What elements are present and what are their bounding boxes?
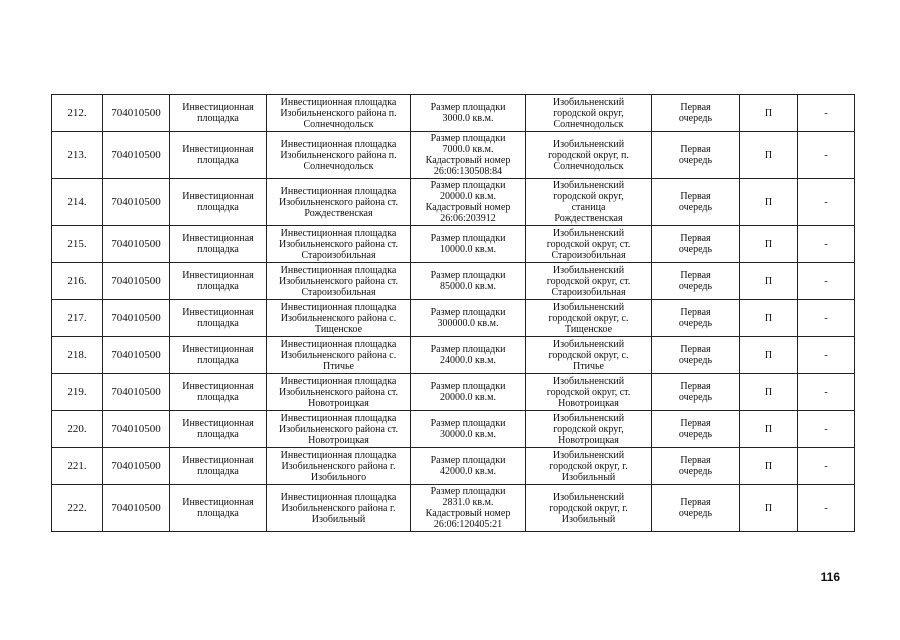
- row-number-cell: 216.: [52, 263, 103, 300]
- object-status-cell: П: [740, 374, 798, 411]
- object-name-cell: Инвестиционная площадка Изобильненского района ст. Новотроицкая: [267, 411, 411, 448]
- implementation-stage-cell: Первая очередь: [652, 179, 740, 226]
- oktmo-code-cell: 704010500: [103, 95, 170, 132]
- implementation-stage-cell: Первая очередь: [652, 485, 740, 532]
- object-parameters-cell: Размер площадки 300000.0 кв.м.: [411, 300, 526, 337]
- object-type-cell: Инвестиционная площадка: [170, 485, 267, 532]
- object-location-cell: Изобильненский городской округ, с. Тищенское: [526, 300, 652, 337]
- object-status-cell: П: [740, 263, 798, 300]
- object-type-cell: Инвестиционная площадка: [170, 132, 267, 179]
- object-status-cell: П: [740, 485, 798, 532]
- object-parameters-cell: Размер площадки 2831.0 кв.м. Кадастровый номер 26:06:120405:21: [411, 485, 526, 532]
- object-name-cell: Инвестиционная площадка Изобильненского района г. Изобильный: [267, 485, 411, 532]
- object-name-cell: Инвестиционная площадка Изобильненского района ст. Новотроицкая: [267, 374, 411, 411]
- table-row: [52, 485, 855, 532]
- investment-sites-table: [51, 94, 855, 532]
- page-number: 116: [820, 570, 840, 584]
- object-status-cell: П: [740, 411, 798, 448]
- note-cell: -: [798, 179, 855, 226]
- object-location-cell: Изобильненский городской округ, Новотроицкая: [526, 411, 652, 448]
- object-name-cell: Инвестиционная площадка Изобильненского района с. Тищенское: [267, 300, 411, 337]
- object-location-cell: Изобильненский городской округ, п. Солнечнодольск: [526, 132, 652, 179]
- object-location-cell: Изобильненский городской округ, г. Изобильный: [526, 448, 652, 485]
- table-row: [52, 448, 855, 485]
- object-name-cell: Инвестиционная площадка Изобильненского района г. Изобильного: [267, 448, 411, 485]
- implementation-stage-cell: Первая очередь: [652, 95, 740, 132]
- note-cell: -: [798, 448, 855, 485]
- oktmo-code-cell: 704010500: [103, 226, 170, 263]
- object-type-cell: Инвестиционная площадка: [170, 448, 267, 485]
- oktmo-code-cell: 704010500: [103, 179, 170, 226]
- implementation-stage-cell: Первая очередь: [652, 226, 740, 263]
- object-parameters-cell: Размер площадки 20000.0 кв.м. Кадастровый номер 26:06:203912: [411, 179, 526, 226]
- object-name-cell: Инвестиционная площадка Изобильненского района с. Птичье: [267, 337, 411, 374]
- row-number-cell: 222.: [52, 485, 103, 532]
- implementation-stage-cell: Первая очередь: [652, 337, 740, 374]
- object-location-cell: Изобильненский городской округ, Солнечнодольск: [526, 95, 652, 132]
- row-number-cell: 221.: [52, 448, 103, 485]
- note-cell: -: [798, 485, 855, 532]
- oktmo-code-cell: 704010500: [103, 411, 170, 448]
- object-parameters-cell: Размер площадки 24000.0 кв.м.: [411, 337, 526, 374]
- row-number-cell: 214.: [52, 179, 103, 226]
- table-row: [52, 263, 855, 300]
- table-row: [52, 411, 855, 448]
- note-cell: -: [798, 411, 855, 448]
- object-type-cell: Инвестиционная площадка: [170, 179, 267, 226]
- implementation-stage-cell: Первая очередь: [652, 132, 740, 179]
- object-name-cell: Инвестиционная площадка Изобильненского района п. Солнечнодольск: [267, 132, 411, 179]
- row-number-cell: 212.: [52, 95, 103, 132]
- note-cell: -: [798, 263, 855, 300]
- object-location-cell: Изобильненский городской округ, г. Изобильный: [526, 485, 652, 532]
- object-type-cell: Инвестиционная площадка: [170, 411, 267, 448]
- object-parameters-cell: Размер площадки 10000.0 кв.м.: [411, 226, 526, 263]
- object-parameters-cell: Размер площадки 30000.0 кв.м.: [411, 411, 526, 448]
- implementation-stage-cell: Первая очередь: [652, 263, 740, 300]
- object-type-cell: Инвестиционная площадка: [170, 374, 267, 411]
- row-number-cell: 213.: [52, 132, 103, 179]
- table-row: [52, 179, 855, 226]
- object-status-cell: П: [740, 132, 798, 179]
- object-location-cell: Изобильненский городской округ, с. Птичье: [526, 337, 652, 374]
- oktmo-code-cell: 704010500: [103, 132, 170, 179]
- note-cell: -: [798, 132, 855, 179]
- object-parameters-cell: Размер площадки 3000.0 кв.м.: [411, 95, 526, 132]
- object-status-cell: П: [740, 95, 798, 132]
- object-type-cell: Инвестиционная площадка: [170, 263, 267, 300]
- table-row: [52, 132, 855, 179]
- object-type-cell: Инвестиционная площадка: [170, 95, 267, 132]
- implementation-stage-cell: Первая очередь: [652, 300, 740, 337]
- oktmo-code-cell: 704010500: [103, 263, 170, 300]
- oktmo-code-cell: 704010500: [103, 448, 170, 485]
- object-type-cell: Инвестиционная площадка: [170, 337, 267, 374]
- row-number-cell: 215.: [52, 226, 103, 263]
- table-row: [52, 95, 855, 132]
- object-name-cell: Инвестиционная площадка Изобильненского района ст. Староизобильная: [267, 226, 411, 263]
- row-number-cell: 220.: [52, 411, 103, 448]
- object-location-cell: Изобильненский городской округ, станица Рождественская: [526, 179, 652, 226]
- object-name-cell: Инвестиционная площадка Изобильненского района ст. Староизобильная: [267, 263, 411, 300]
- table-row: [52, 300, 855, 337]
- object-status-cell: П: [740, 226, 798, 263]
- object-status-cell: П: [740, 300, 798, 337]
- object-status-cell: П: [740, 179, 798, 226]
- oktmo-code-cell: 704010500: [103, 337, 170, 374]
- object-parameters-cell: Размер площадки 42000.0 кв.м.: [411, 448, 526, 485]
- object-location-cell: Изобильненский городской округ, ст. Староизобильная: [526, 263, 652, 300]
- object-parameters-cell: Размер площадки 85000.0 кв.м.: [411, 263, 526, 300]
- object-parameters-cell: Размер площадки 20000.0 кв.м.: [411, 374, 526, 411]
- object-name-cell: Инвестиционная площадка Изобильненского района п. Солнечнодольск: [267, 95, 411, 132]
- table-body: [52, 95, 855, 532]
- table-row: [52, 226, 855, 263]
- note-cell: -: [798, 95, 855, 132]
- oktmo-code-cell: 704010500: [103, 374, 170, 411]
- implementation-stage-cell: Первая очередь: [652, 374, 740, 411]
- note-cell: -: [798, 300, 855, 337]
- object-parameters-cell: Размер площадки 7000.0 кв.м. Кадастровый номер 26:06:130508:84: [411, 132, 526, 179]
- oktmo-code-cell: 704010500: [103, 485, 170, 532]
- object-location-cell: Изобильненский городской округ, ст. Староизобильная: [526, 226, 652, 263]
- row-number-cell: 217.: [52, 300, 103, 337]
- row-number-cell: 219.: [52, 374, 103, 411]
- object-type-cell: Инвестиционная площадка: [170, 226, 267, 263]
- note-cell: -: [798, 337, 855, 374]
- object-location-cell: Изобильненский городской округ, ст. Новотроицкая: [526, 374, 652, 411]
- table-row: [52, 337, 855, 374]
- row-number-cell: 218.: [52, 337, 103, 374]
- object-status-cell: П: [740, 448, 798, 485]
- object-type-cell: Инвестиционная площадка: [170, 300, 267, 337]
- table-row: [52, 374, 855, 411]
- object-name-cell: Инвестиционная площадка Изобильненского района ст. Рождественская: [267, 179, 411, 226]
- note-cell: -: [798, 226, 855, 263]
- oktmo-code-cell: 704010500: [103, 300, 170, 337]
- implementation-stage-cell: Первая очередь: [652, 411, 740, 448]
- note-cell: -: [798, 374, 855, 411]
- implementation-stage-cell: Первая очередь: [652, 448, 740, 485]
- object-status-cell: П: [740, 337, 798, 374]
